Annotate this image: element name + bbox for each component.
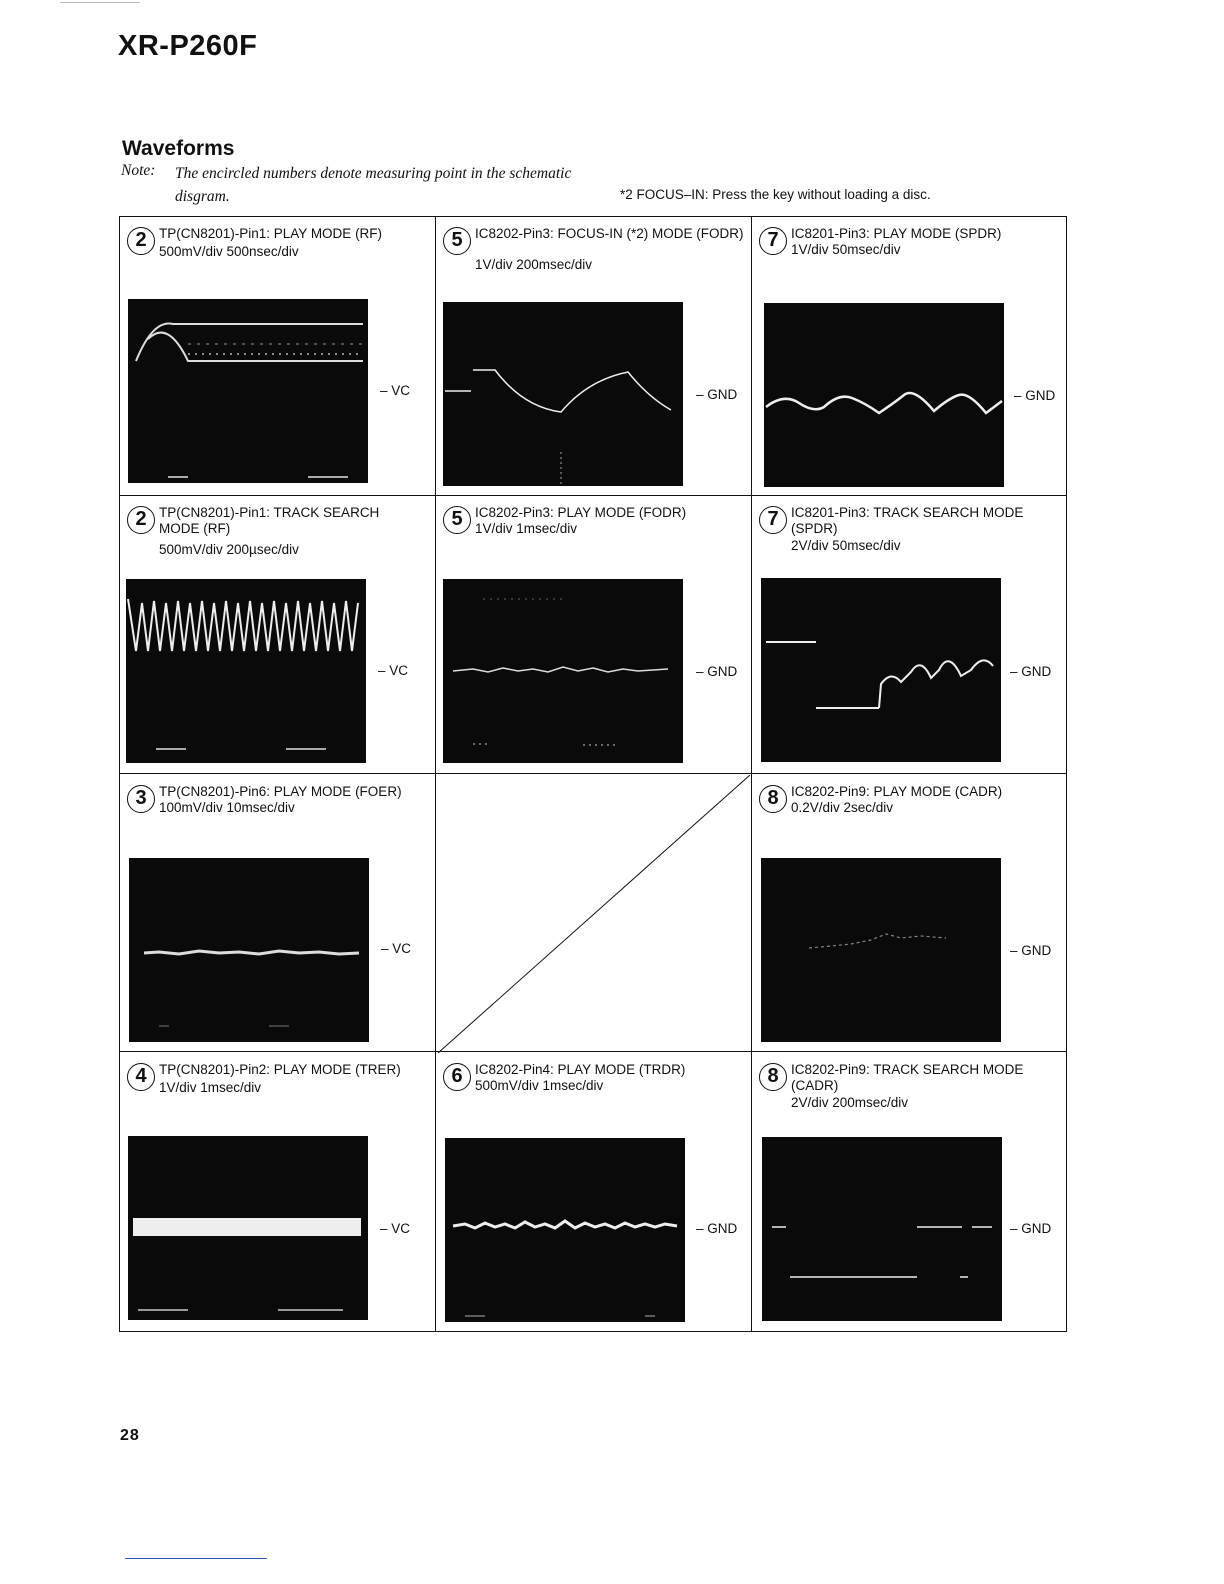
oscilloscope-screen <box>129 858 369 1042</box>
reference-label: – VC <box>380 1221 411 1236</box>
panel-scale: 1V/div 50msec/div <box>791 242 901 257</box>
oscilloscope-screen <box>764 303 1004 487</box>
panel-caption: TP(CN8201)-Pin1: PLAY MODE (RF) <box>159 226 383 241</box>
reference-label: – GND <box>696 1221 738 1236</box>
waveform-trace <box>128 299 368 483</box>
panel-scale: 1V/div 1msec/div <box>475 521 578 536</box>
section-title: Waveforms <box>122 137 235 160</box>
waveform-panel <box>120 1053 436 1332</box>
measuring-point-marker: 6 <box>443 1063 471 1091</box>
panel-caption: IC8201-Pin3: TRACK SEARCH MODE (SPDR) <box>791 505 1024 536</box>
reference-label: – GND <box>1014 388 1056 403</box>
oscilloscope-screen <box>445 1138 685 1322</box>
oscilloscope-screen <box>762 1137 1002 1321</box>
measuring-point-marker: 4 <box>127 1063 155 1091</box>
oscilloscope-screen <box>128 299 368 483</box>
panel-caption: IC8202-Pin4: PLAY MODE (TRDR) <box>475 1062 686 1077</box>
reference-label: – GND <box>1010 943 1052 958</box>
reference-label: – VC <box>380 383 411 398</box>
panel-caption: IC8202-Pin3: FOCUS-IN (*2) MODE (FODR) <box>475 226 744 241</box>
panel-scale: 500mV/div 500nsec/div <box>159 244 299 259</box>
footnote: *2 FOCUS–IN: Press the key without loading a disc. <box>620 187 931 202</box>
measuring-point-marker: 8 <box>759 785 787 813</box>
panel-scale: 1V/div 200msec/div <box>475 257 593 272</box>
waveform-trace <box>126 579 366 763</box>
model-title: XR-P260F <box>118 30 258 62</box>
waveform-panel <box>436 496 752 775</box>
panel-caption: TP(CN8201)-Pin1: TRACK SEARCH MODE (RF) <box>159 505 380 536</box>
waveform-panel <box>752 217 1068 496</box>
panel-caption: TP(CN8201)-Pin2: PLAY MODE (TRER) <box>159 1062 401 1077</box>
note-text: The encircled numbers denote measuring point in the schematic disgram. <box>175 165 572 205</box>
waveform-trace <box>764 303 1004 487</box>
panel-scale: 100mV/div 10msec/div <box>159 800 295 815</box>
waveform-panel <box>120 496 436 775</box>
waveform-trace <box>128 1136 368 1320</box>
measuring-point-marker: 8 <box>759 1063 787 1091</box>
waveform-trace <box>761 578 1001 762</box>
reference-label: – GND <box>1010 664 1052 679</box>
waveform-trace <box>129 858 369 1042</box>
oscilloscope-screen <box>126 579 366 763</box>
waveform-panel <box>436 217 752 496</box>
panel-caption: IC8202-Pin3: PLAY MODE (FODR) <box>475 505 687 520</box>
waveform-trace <box>443 302 683 486</box>
reference-label: – GND <box>1010 1221 1052 1236</box>
crossed-out-cell-diagonal <box>436 775 752 1053</box>
panel-scale: 500mV/div 200µsec/div <box>159 542 299 557</box>
reference-label: – VC <box>381 941 412 956</box>
waveform-panel <box>752 496 1068 775</box>
panel-scale: 500mV/div 1msec/div <box>475 1078 604 1093</box>
oscilloscope-screen <box>128 1136 368 1320</box>
panel-scale: 1V/div 1msec/div <box>159 1080 262 1095</box>
measuring-point-marker: 3 <box>127 785 155 813</box>
waveform-trace <box>443 579 683 763</box>
oscilloscope-screen <box>443 302 683 486</box>
panel-caption: IC8202-Pin9: PLAY MODE (CADR) <box>791 784 1003 799</box>
measuring-point-marker: 7 <box>759 506 787 534</box>
waveform-panel <box>120 217 436 496</box>
panel-scale: 0.2V/div 2sec/div <box>791 800 894 815</box>
panel-caption: IC8202-Pin9: TRACK SEARCH MODE (CADR) <box>791 1062 1024 1093</box>
waveform-panel <box>752 1053 1068 1332</box>
waveform-grid <box>119 216 1067 1332</box>
waveform-panel <box>436 1053 752 1332</box>
waveform-trace <box>445 1138 685 1322</box>
reference-label: – VC <box>378 663 409 678</box>
page-number: 28 <box>120 1427 140 1444</box>
measuring-point-marker: 2 <box>127 506 155 534</box>
panel-caption: IC8201-Pin3: PLAY MODE (SPDR) <box>791 226 1002 241</box>
note-label: Note: <box>121 162 156 179</box>
waveform-trace <box>762 1137 1002 1321</box>
reference-label: – GND <box>696 664 738 679</box>
bottom-rule <box>125 1558 267 1559</box>
panel-caption: TP(CN8201)-Pin6: PLAY MODE (FOER) <box>159 784 402 799</box>
panel-scale: 2V/div 50msec/div <box>791 538 901 553</box>
empty-panel <box>436 775 752 1054</box>
reference-label: – GND <box>696 387 738 402</box>
oscilloscope-screen <box>443 579 683 763</box>
oscilloscope-screen <box>761 578 1001 762</box>
waveform-trace <box>761 858 1001 1042</box>
measuring-point-marker: 5 <box>443 227 471 255</box>
waveform-panel <box>752 775 1068 1054</box>
measuring-point-marker: 2 <box>127 227 155 255</box>
panel-scale: 2V/div 200msec/div <box>791 1095 909 1110</box>
measuring-point-marker: 7 <box>759 227 787 255</box>
waveform-panel <box>120 775 436 1054</box>
top-rule <box>60 2 140 3</box>
oscilloscope-screen <box>761 858 1001 1042</box>
measuring-point-marker: 5 <box>443 506 471 534</box>
